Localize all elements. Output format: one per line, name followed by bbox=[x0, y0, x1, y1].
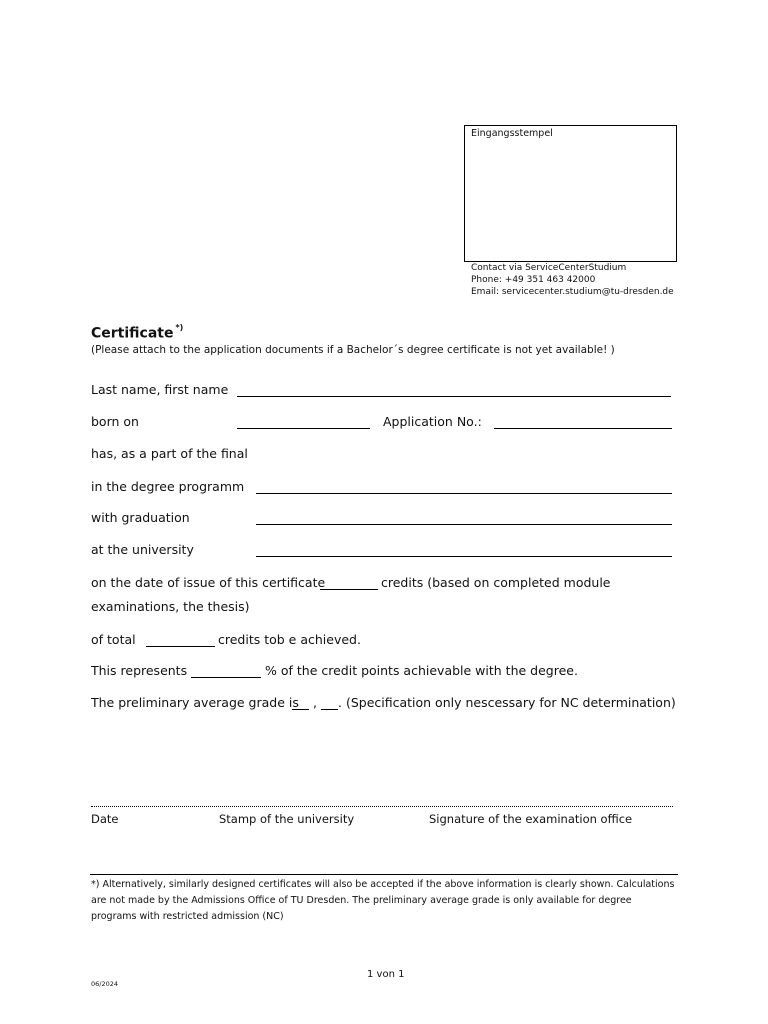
university-label: at the university bbox=[91, 542, 194, 557]
application-no-field[interactable] bbox=[494, 428, 672, 429]
grade-comma: , bbox=[313, 695, 317, 710]
issue-date-label: on the date of issue of this certificate bbox=[91, 575, 326, 590]
footnote-divider bbox=[90, 874, 678, 875]
signature-dotted-line[interactable] bbox=[91, 806, 673, 807]
stamp-box-label: Eingangsstempel bbox=[471, 128, 553, 139]
contact-line-email: Email: servicecenter.studium@tu-dresden.de bbox=[471, 287, 674, 297]
total-credits-field[interactable] bbox=[146, 646, 215, 647]
graduation-field[interactable] bbox=[256, 524, 672, 525]
date-label: Date bbox=[91, 812, 119, 826]
grade-label: The preliminary average grade is bbox=[91, 695, 299, 710]
issue-date-suffix: credits (based on completed module bbox=[381, 575, 611, 590]
title-footnote-marker: *) bbox=[175, 323, 184, 332]
examination-office-signature-label: Signature of the examination office bbox=[429, 812, 633, 826]
grade-decimal-field[interactable] bbox=[321, 709, 338, 710]
form-version: 06/2024 bbox=[91, 980, 119, 988]
document-title-text: Certificate bbox=[91, 325, 174, 342]
total-suffix: credits tob e achieved. bbox=[218, 632, 361, 647]
last-name-label: Last name, first name bbox=[91, 382, 229, 397]
document-subtitle: (Please attach to the application documents if a Bachelor´s degree certificate is not yet available! ) bbox=[91, 344, 615, 356]
percentage-field[interactable] bbox=[191, 677, 261, 678]
degree-programm-label: in the degree programm bbox=[91, 479, 245, 494]
page-number: 1 von 1 bbox=[367, 969, 405, 980]
issue-date-continuation: examinations, the thesis) bbox=[91, 599, 250, 614]
university-stamp-label: Stamp of the university bbox=[219, 812, 355, 826]
receipt-stamp-box bbox=[464, 125, 677, 262]
document-title bbox=[91, 325, 183, 342]
grade-suffix: . (Specification only nescessary for NC determination) bbox=[338, 695, 676, 710]
footnote-text: *) Alternatively, similarly designed certificates will also be accepted if the above information is clearly shown. Calculations are not made by the Admissions Office of TU Dresden. The preliminary average grade is only available for degree programs with restricted admission (NC) bbox=[91, 879, 675, 922]
contact-line-phone: Phone: +49 351 463 42000 bbox=[471, 275, 596, 285]
born-on-label: born on bbox=[91, 414, 139, 429]
application-no-label: Application No.: bbox=[383, 414, 482, 429]
final-label: has, as a part of the final bbox=[91, 446, 248, 461]
graduation-label: with graduation bbox=[91, 510, 190, 525]
represents-suffix: % of the credit points achievable with the degree. bbox=[265, 663, 578, 678]
total-label: of total bbox=[91, 632, 136, 647]
contact-info bbox=[471, 262, 674, 298]
degree-programm-field[interactable] bbox=[256, 493, 672, 494]
born-on-field[interactable] bbox=[237, 428, 370, 429]
grade-integer-field[interactable] bbox=[292, 709, 309, 710]
represents-label: This represents bbox=[91, 663, 188, 678]
credits-earned-field[interactable] bbox=[320, 589, 378, 590]
contact-line-service: Contact via ServiceCenterStudium bbox=[471, 263, 627, 273]
last-name-field[interactable] bbox=[237, 396, 671, 397]
university-field[interactable] bbox=[256, 556, 672, 557]
